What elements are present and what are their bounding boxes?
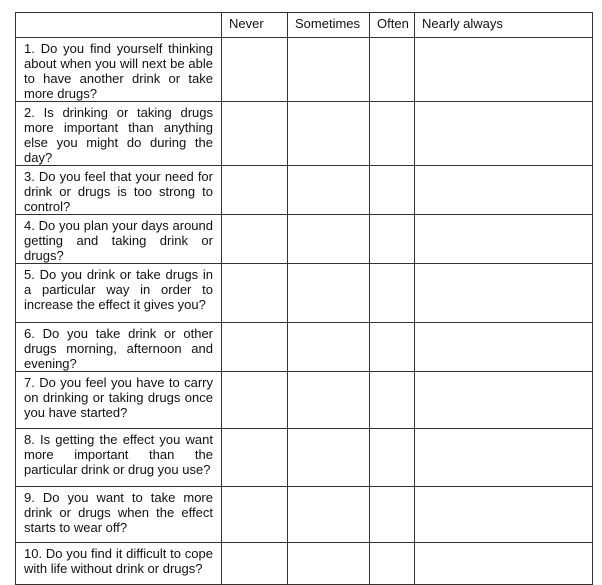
question-text: 2. Is drinking or taking drugs more important than anything else you might do during the day? [16,102,222,166]
answer-cell-sometimes[interactable] [288,372,370,429]
answer-cell-often[interactable] [370,264,415,323]
answer-cell-nearly-always[interactable] [415,323,593,372]
answer-cell-sometimes[interactable] [288,38,370,102]
table-row [16,543,593,585]
answer-cell-sometimes[interactable] [288,166,370,215]
answer-cell-sometimes[interactable] [288,543,370,585]
table-row [16,38,593,102]
answer-cell-sometimes[interactable] [288,487,370,543]
answer-cell-nearly-always[interactable] [415,215,593,264]
answer-cell-nearly-always[interactable] [415,38,593,102]
answer-cell-never[interactable] [222,323,288,372]
answer-cell-often[interactable] [370,38,415,102]
header-sometimes: Sometimes [288,13,370,38]
header-row [16,13,593,38]
questionnaire-table [15,12,593,585]
header-often: Often [370,13,415,38]
answer-cell-often[interactable] [370,429,415,487]
table-row [16,264,593,323]
question-text: 6. Do you take drink or other drugs morning, afternoon and evening? [16,323,222,372]
answer-cell-never[interactable] [222,166,288,215]
answer-cell-often[interactable] [370,372,415,429]
answer-cell-often[interactable] [370,487,415,543]
answer-cell-nearly-always[interactable] [415,543,593,585]
question-text: 7. Do you feel you have to carry on drinking or taking drugs once you have started? [16,372,222,429]
answer-cell-never[interactable] [222,38,288,102]
question-text: 8. Is getting the effect you want more important than the particular drink or drug you use? [16,429,222,487]
answer-cell-never[interactable] [222,429,288,487]
answer-cell-never[interactable] [222,215,288,264]
answer-cell-never[interactable] [222,102,288,166]
answer-cell-often[interactable] [370,215,415,264]
answer-cell-often[interactable] [370,543,415,585]
question-text: 9. Do you want to take more drink or drugs when the effect starts to wear off? [16,487,222,543]
table-row [16,323,593,372]
answer-cell-never[interactable] [222,487,288,543]
question-text: 5. Do you drink or take drugs in a particular way in order to increase the effect it gives you? [16,264,222,323]
question-text: 10. Do you find it difficult to cope with life without drink or drugs? [16,543,222,585]
table-row [16,166,593,215]
answer-cell-often[interactable] [370,166,415,215]
header-never: Never [222,13,288,38]
table-row [16,487,593,543]
answer-cell-sometimes[interactable] [288,102,370,166]
answer-cell-nearly-always[interactable] [415,264,593,323]
question-text: 1. Do you find yourself thinking about when you will next be able to have another drink or take more drugs? [16,38,222,102]
answer-cell-never[interactable] [222,543,288,585]
answer-cell-often[interactable] [370,102,415,166]
answer-cell-nearly-always[interactable] [415,487,593,543]
answer-cell-nearly-always[interactable] [415,372,593,429]
answer-cell-sometimes[interactable] [288,215,370,264]
answer-cell-sometimes[interactable] [288,264,370,323]
answer-cell-sometimes[interactable] [288,429,370,487]
table-row [16,215,593,264]
answer-cell-never[interactable] [222,372,288,429]
table-row [16,372,593,429]
question-text: 3. Do you feel that your need for drink or drugs is too strong to control? [16,166,222,215]
table-row [16,429,593,487]
answer-cell-nearly-always[interactable] [415,166,593,215]
answer-cell-nearly-always[interactable] [415,102,593,166]
header-nearly-always: Nearly always [415,13,593,38]
answer-cell-nearly-always[interactable] [415,429,593,487]
answer-cell-never[interactable] [222,264,288,323]
question-text: 4. Do you plan your days around getting and taking drink or drugs? [16,215,222,264]
table-row [16,102,593,166]
answer-cell-sometimes[interactable] [288,323,370,372]
header-blank [16,13,222,38]
answer-cell-often[interactable] [370,323,415,372]
